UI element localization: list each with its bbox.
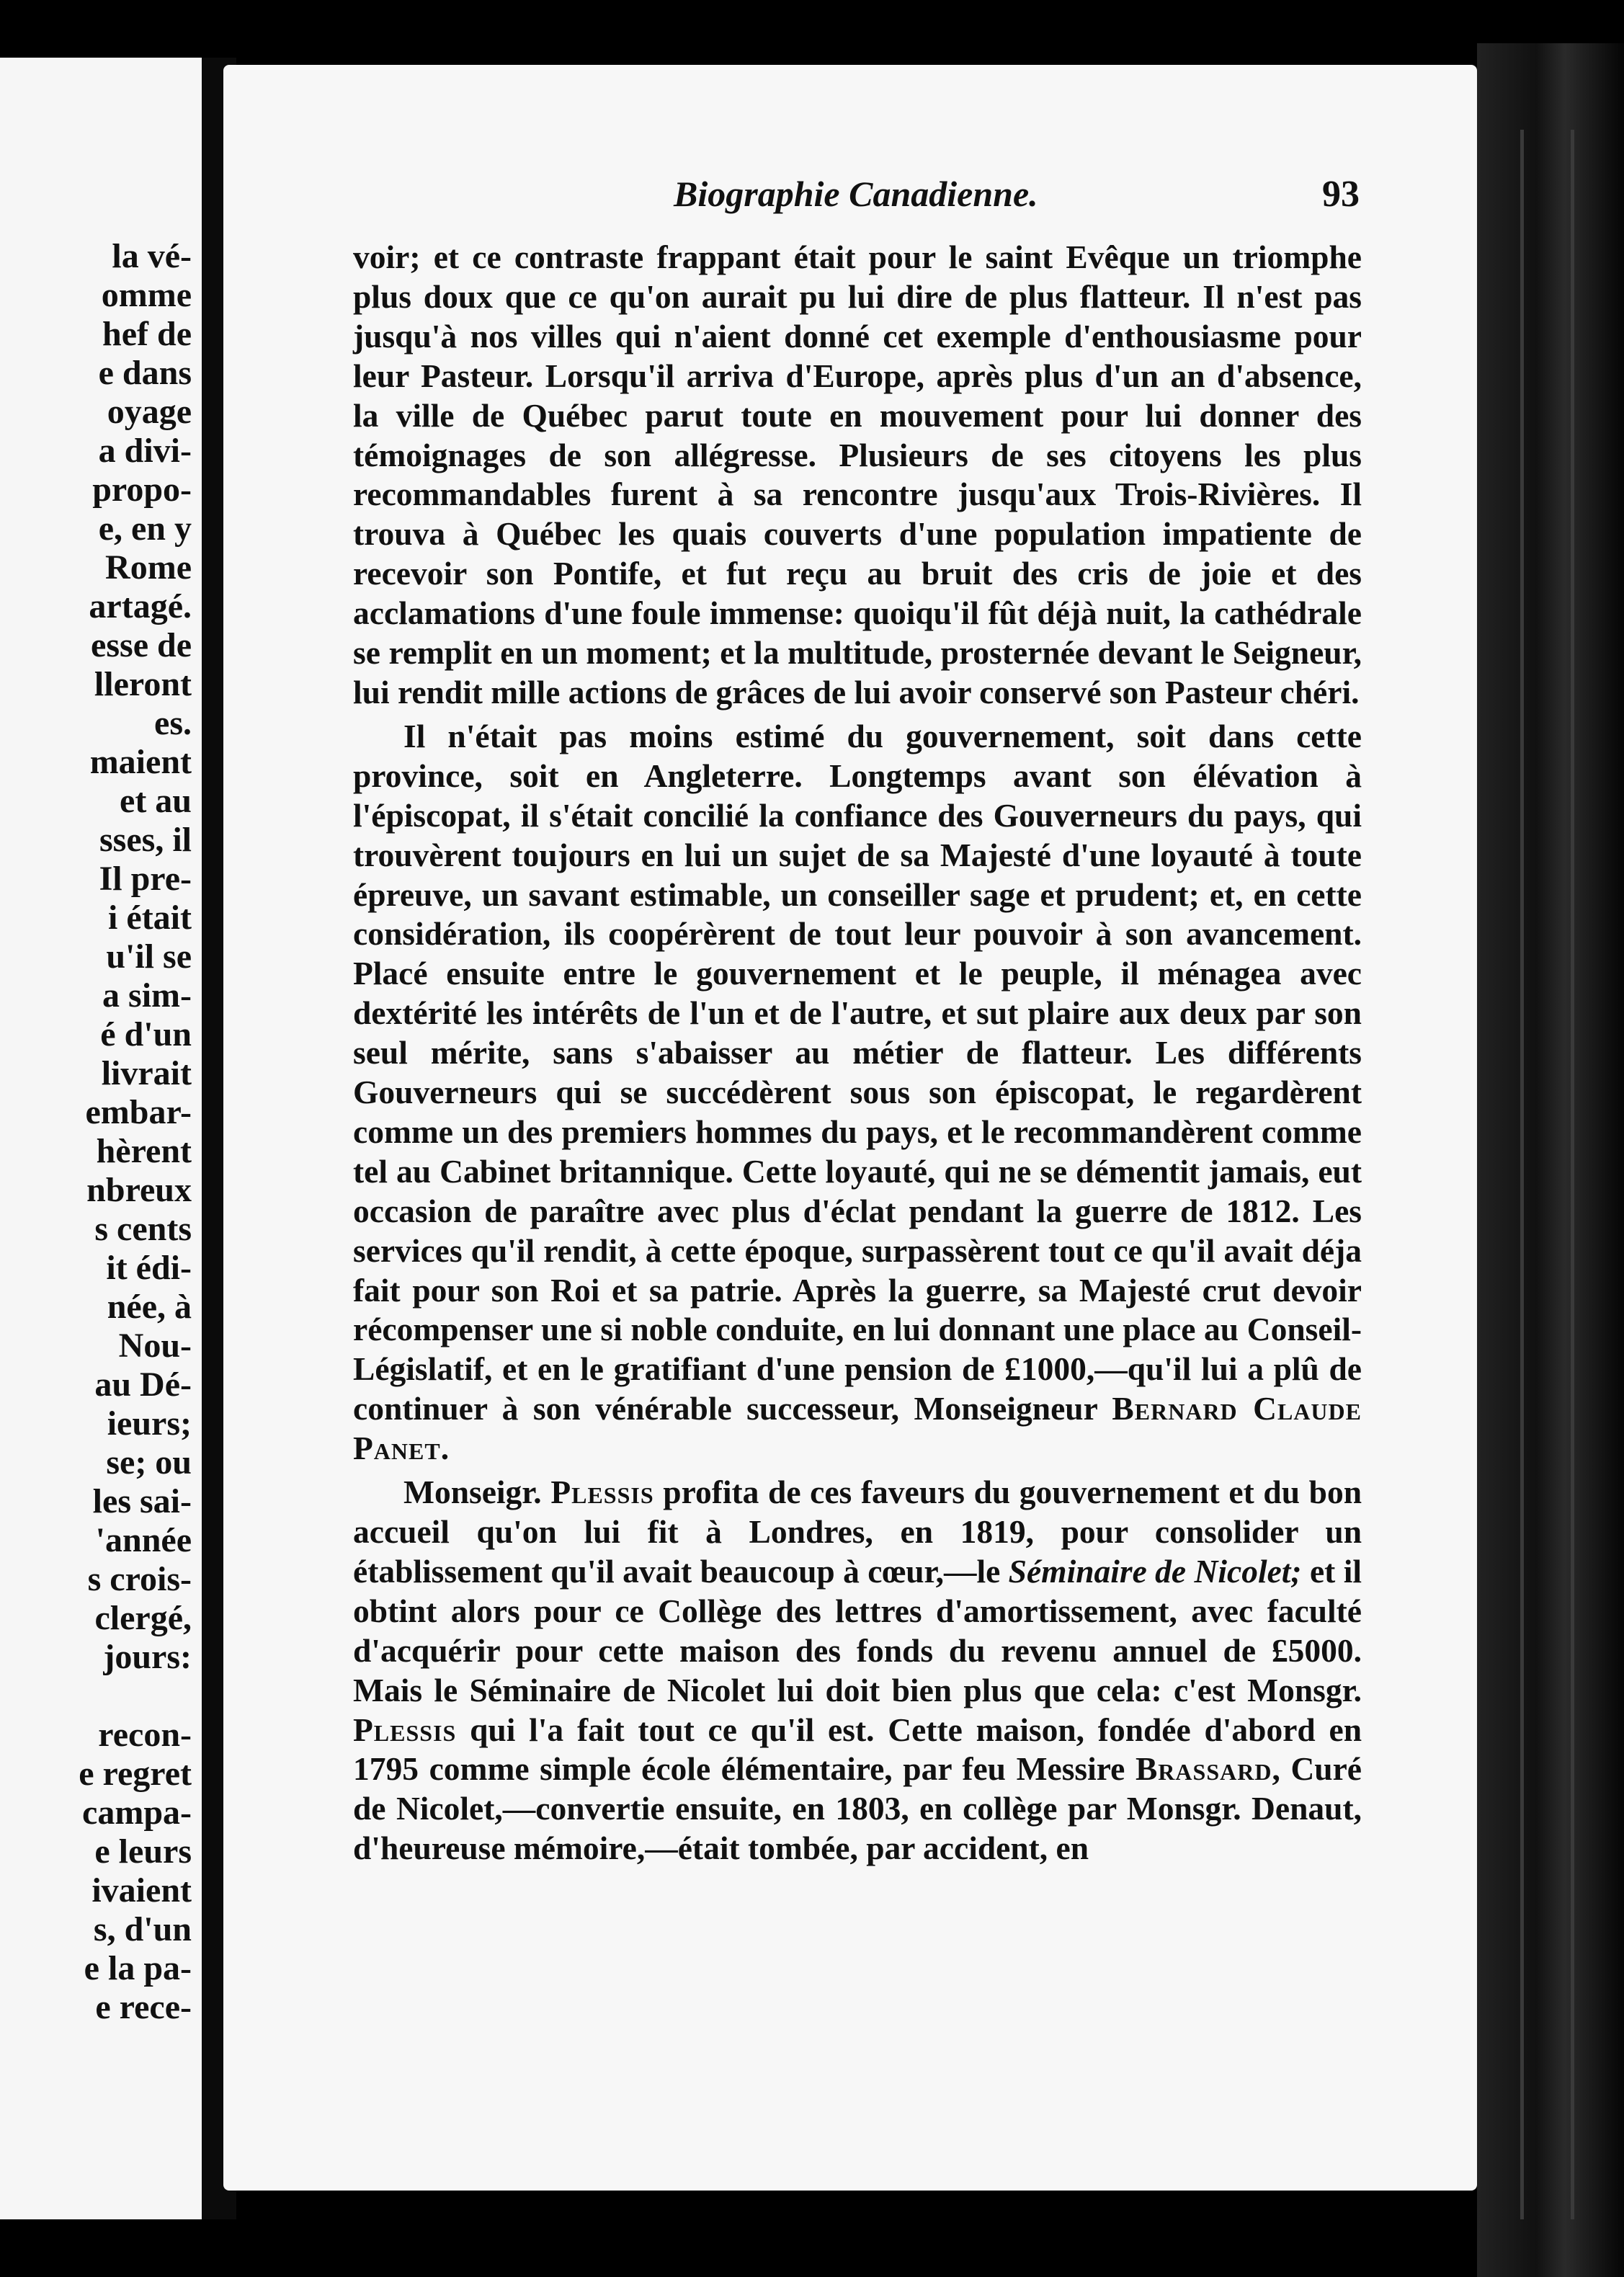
- left-page-fragment: it édi-: [106, 1249, 192, 1287]
- left-page-fragment: u'il se: [106, 937, 192, 976]
- p3-part-a: Monseigr.: [403, 1474, 542, 1511]
- left-page-fragment: recon-: [98, 1716, 192, 1754]
- name-brassard: Brassard: [1135, 1750, 1272, 1788]
- left-page-fragment: ieurs;: [107, 1404, 192, 1443]
- page-number: 93: [1322, 174, 1360, 215]
- left-page-fragment: e leurs: [94, 1832, 192, 1871]
- name-plessis: Plessis: [550, 1474, 654, 1511]
- left-page-fragment: e rece-: [95, 1988, 192, 2026]
- left-page-fragment: se; ou: [106, 1443, 192, 1481]
- left-page-fragment: les sai-: [92, 1482, 192, 1520]
- edge-line: [1571, 130, 1574, 2219]
- left-page-fragment: s cents: [94, 1210, 192, 1248]
- name-plessis-2: Plessis: [353, 1711, 457, 1748]
- p3-part-d: qui l'a fait tout ce qu'il est. Cette maison, fondée d'abord en 1795 comme simple école élémentaire, par feu Messire: [353, 1711, 1362, 1788]
- left-page-fragment: es.: [154, 704, 192, 742]
- left-page-fragment: campa-: [82, 1793, 192, 1832]
- name-panet: Bernard Claude Panet: [353, 1390, 1362, 1467]
- left-page-fragment: i était: [108, 899, 192, 937]
- p3-part-e: , Curé de Nicolet,—convertie ensuite, en 1803, en collège par Monsgr. Denaut, d'heureuse mémoire,—était tombée, par accident, en: [353, 1750, 1362, 1867]
- paragraph-3: [353, 1473, 1362, 1868]
- left-page-fragment: a sim-: [102, 976, 192, 1015]
- left-page-fragment: clergé,: [94, 1599, 192, 1637]
- left-page-fragment: livrait: [101, 1054, 192, 1092]
- left-page-fragment: esse de: [91, 626, 192, 664]
- left-page-fragment: e regret: [79, 1755, 192, 1793]
- left-page-fragment: Nou-: [118, 1327, 192, 1365]
- left-page-fragment: ivaient: [92, 1871, 192, 1910]
- left-page-fragment: e dans: [98, 354, 192, 392]
- left-page-fragment: é d'un: [100, 1015, 192, 1053]
- left-page-fragment: hef de: [102, 315, 192, 353]
- left-page-fragment: maient: [89, 743, 192, 781]
- left-page-fragment: omme: [101, 276, 192, 314]
- left-page-fragment: nbreux: [86, 1171, 192, 1209]
- paragraph-2-end: .: [440, 1430, 450, 1467]
- left-page-fragment: a divi-: [98, 432, 192, 470]
- left-page-fragment: lleront: [94, 665, 192, 703]
- left-page-fragment: artagé.: [89, 587, 192, 625]
- left-page-fragment: hèrent: [96, 1132, 192, 1170]
- left-page-fragment: Il pre-: [99, 860, 192, 898]
- paragraph-2: [353, 717, 1362, 1469]
- left-page-fragment: embar-: [85, 1093, 192, 1131]
- page-header: [223, 173, 1477, 223]
- left-page-fragment: Rome: [105, 548, 192, 587]
- left-page-fragment: propo-: [92, 471, 192, 509]
- left-page-fragment: e la pa-: [84, 1949, 192, 1987]
- p3-part-b: profita de ces faveurs du gouvernement et du bon accueil qu'on lui fit à Londres, en 1819, pour consolider un établissement qu'il avait beaucoup à cœur,—le: [353, 1474, 1362, 1590]
- paragraph-2-text: Il n'était pas moins estimé du gouvernement, soit dans cette province, soit en Angleterre. Longtemps avant son élévation à l'épiscopat, il s'était concilié la confiance des Gouverneurs du pays, qui trouvèrent toujours en lui un sujet de sa Majesté d'une loyauté à toute épreuve, un savant estimable, un conseiller sage et prudent; et, en cette considération, ils coopérèrent de tout leur pouvoir à son avancement. Placé ensuite entre le gouvernement et le peuple, il ménagea avec dextérité les intérêts de l'un et de l'autre, et sut plaire aux deux par son seul mérite, sans s'abaisser au métier de flatteur. Les différents Gouverneurs qui se succédèrent sous son épiscopat, le regardèrent comme un des premiers hommes du pays, et le recommandèrent comme tel au Cabinet britannique. Cette loyauté, qui ne se démentit jamais, eut occasion de paraître avec plus d'éclat pendant la guerre de 1812. Les services qu'il rendit, à cette époque, surpassèrent tout ce qu'il avait déja fait pour son Roi et sa patrie. Après la guerre, sa Majesté crut devoir récompenser une si noble conduite, en lui donnant une place au Conseil-Législatif, et en le gratifiant d'une pension de £1000,—qu'il lui a plû de continuer à son vénérable successeur, Monseigneur: [353, 717, 1362, 1427]
- left-page: [0, 58, 202, 2219]
- left-page-fragment: s, d'un: [93, 1910, 192, 1948]
- body-text: [353, 238, 1362, 1873]
- running-title: Biographie Canadienne.: [674, 174, 1038, 214]
- p3-part-c: et il obtint alors pour ce Collège des lettres d'amortissement, avec faculté d'acquérir pour cette maison des fonds du revenu annuel de £5000. Mais le Séminaire de Nicolet lui doit bien plus que cela: c'est Monsgr.: [353, 1552, 1362, 1708]
- seminaire-title: Séminaire de Nicolet;: [1008, 1552, 1302, 1590]
- left-page-fragment: au Dé-: [94, 1365, 192, 1404]
- paragraph-1: voir; et ce contraste frappant était pour le saint Evêque un triomphe plus doux que ce qu'on aurait pu lui dire de plus flatteur. Il n'est pas jusqu'à nos villes qui n'aient donné cet exemple d'enthousiasme pour leur Pasteur. Lorsqu'il arriva d'Europe, après plus d'un an d'absence, la ville de Québec parut toute en mouvement pour lui donner des témoignages de son allégresse. Plusieurs de ses citoyens les plus recommandables furent à sa rencontre jusqu'aux Trois-Rivières. Il trouva à Québec les quais couverts d'une population impatiente de recevoir son Pontife, et fut reçu au bruit des cris de joie et des acclamations d'une foule immense: quoiqu'il fût déjà nuit, la cathédrale se remplit en un moment; et la multitude, prosternée devant le Seigneur, lui rendit mille actions de grâces de lui avoir conservé son Pasteur chéri.: [353, 239, 1362, 710]
- book-edge: [1477, 43, 1624, 2277]
- left-page-fragment: sses, il: [99, 821, 192, 859]
- left-page-fragment: s crois-: [87, 1560, 192, 1598]
- left-page-fragment: et au: [120, 782, 192, 820]
- left-page-fragment: née, à: [107, 1288, 192, 1326]
- left-page-fragment: jours:: [103, 1638, 192, 1676]
- left-page-fragment: 'année: [95, 1521, 192, 1559]
- edge-line: [1520, 130, 1524, 2219]
- left-page-fragment: la vé-: [112, 237, 192, 275]
- left-page-fragment: e, en y: [98, 509, 192, 548]
- left-page-fragment: oyage: [107, 393, 192, 431]
